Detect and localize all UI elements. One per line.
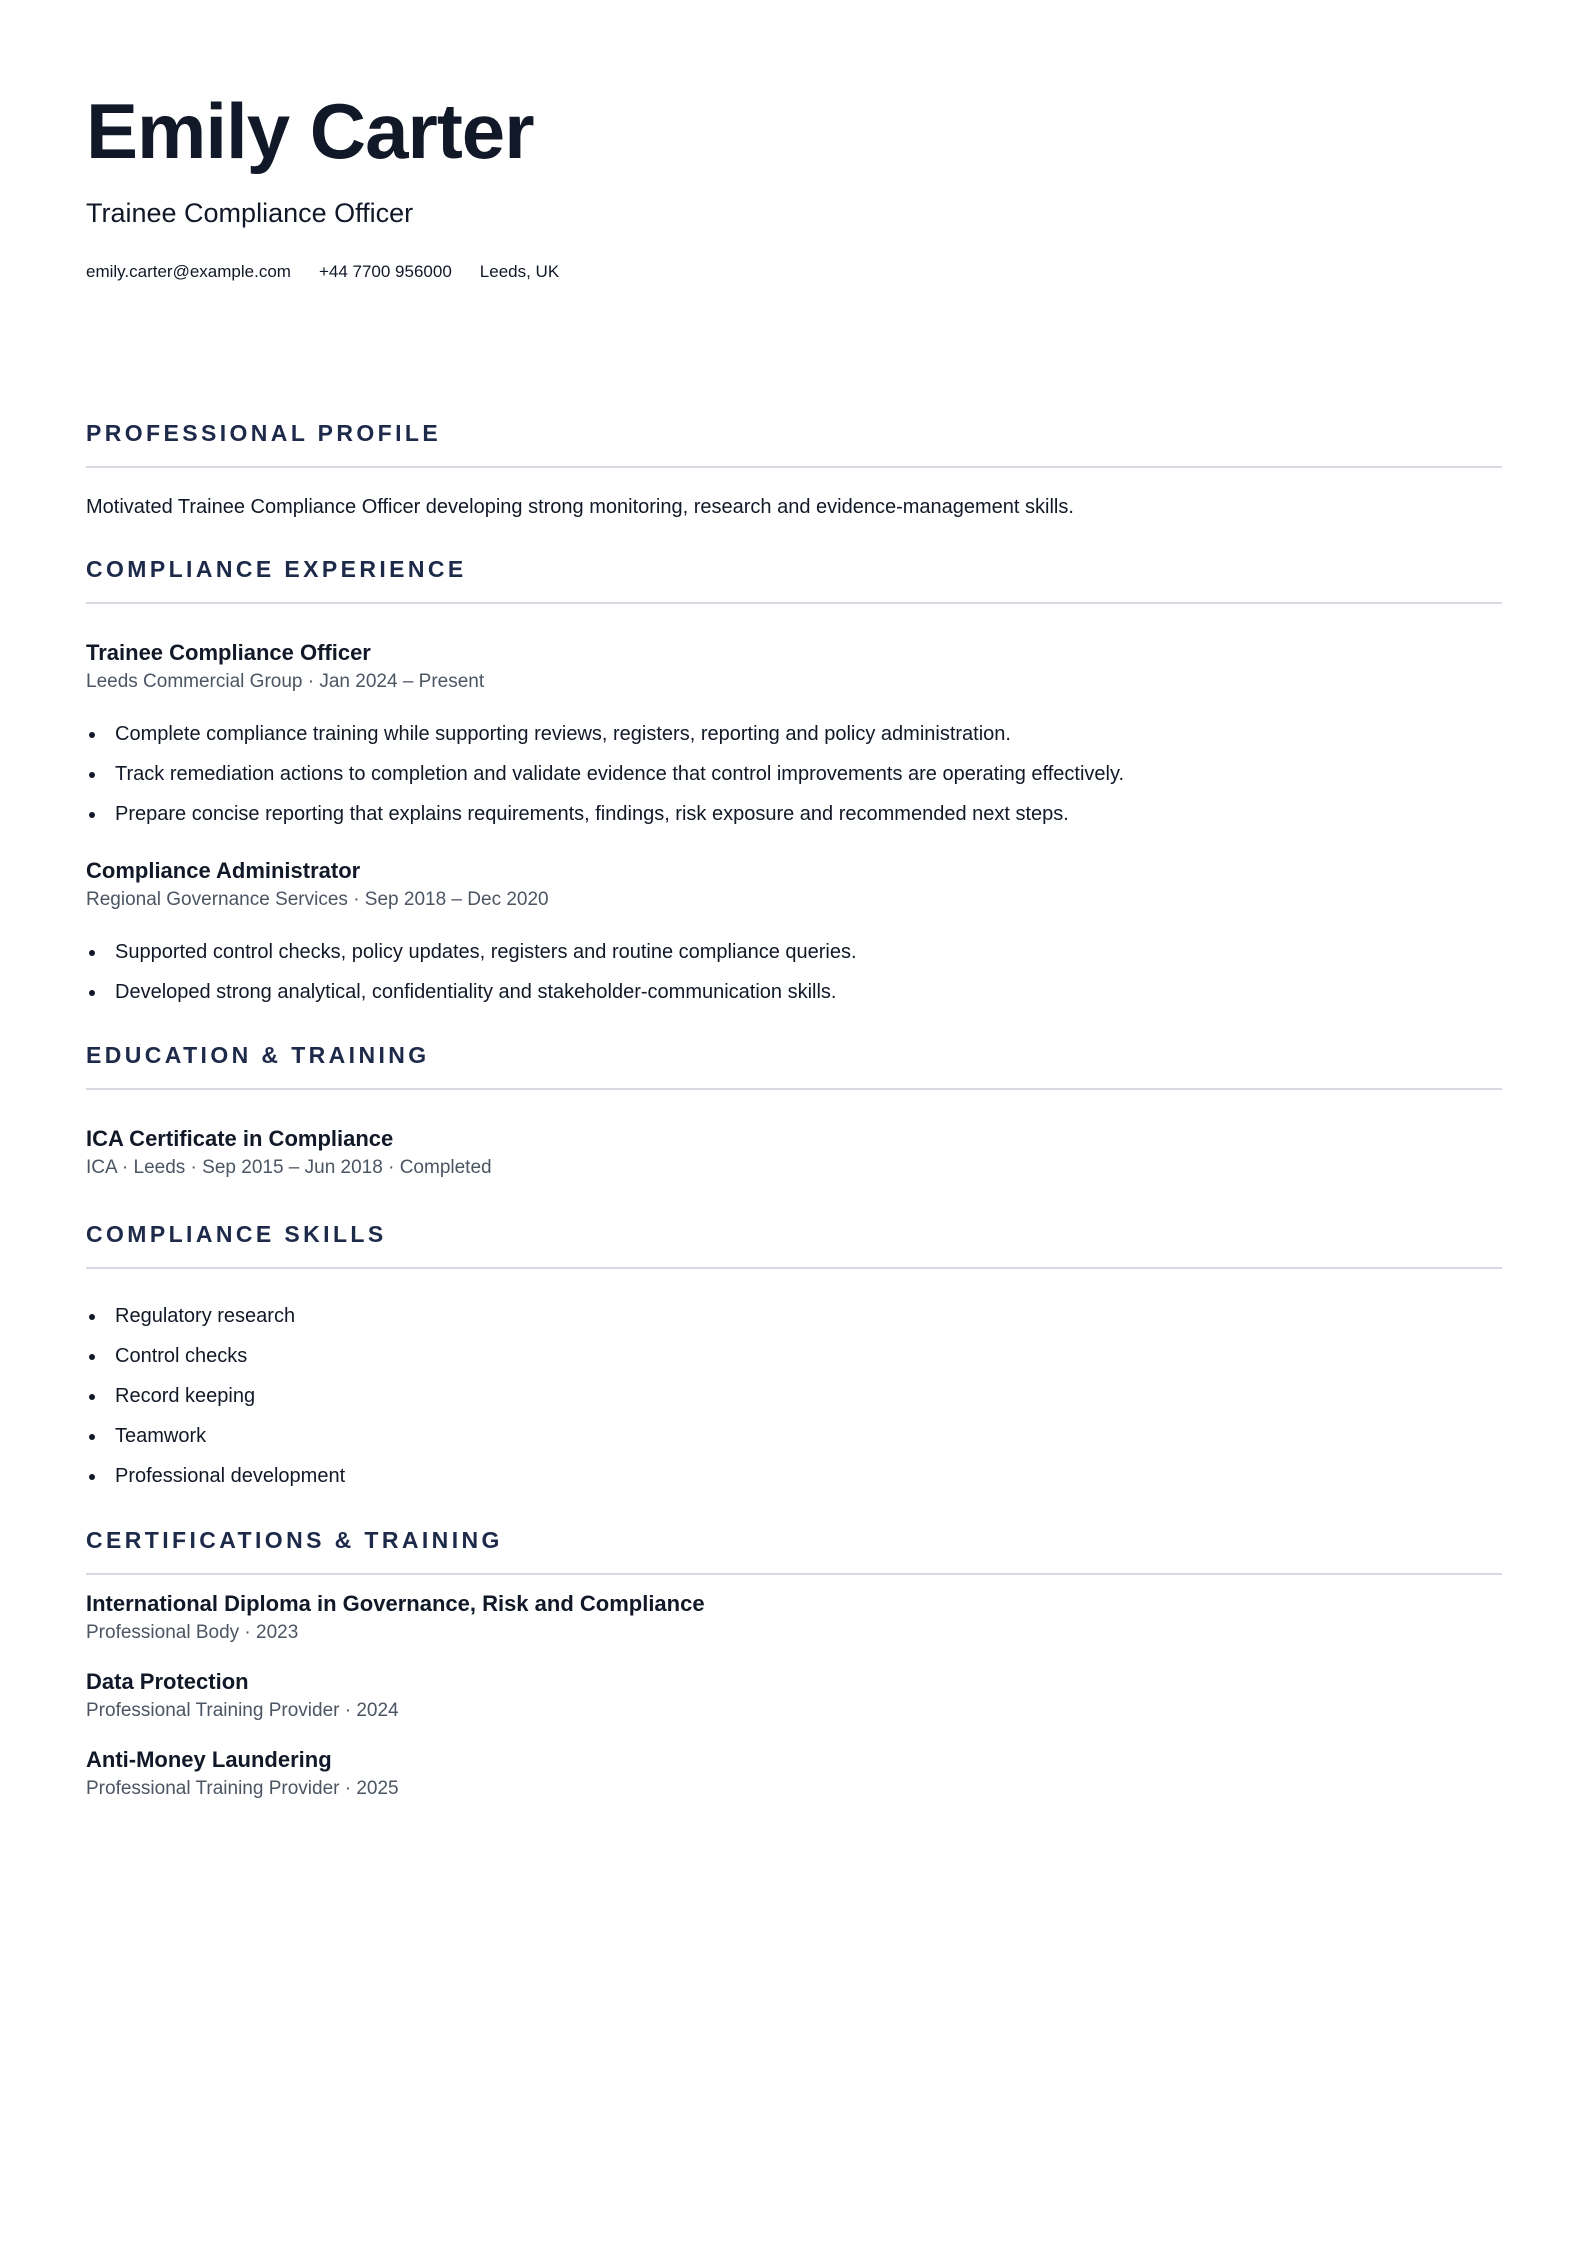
certification-title: Anti-Money Laundering xyxy=(86,1747,332,1772)
certification-meta: Professional Training Provider · 2025 xyxy=(86,1777,399,1799)
skill-item: Teamwork xyxy=(86,1423,1502,1463)
contact-info xyxy=(86,262,559,282)
education-entry xyxy=(86,1125,1502,1180)
list-item: Track remediation actions to completion and validate evidence that control improvements are operating effectively. xyxy=(86,761,1502,801)
contact-phone: +44 7700 956000 xyxy=(318,262,452,281)
job-meta: Leeds Commercial Group · Jan 2024 – Present xyxy=(86,670,485,692)
section-skills xyxy=(86,1221,1502,1269)
certification-title: International Diploma in Governance, Risk and Compliance xyxy=(86,1591,705,1616)
section-divider xyxy=(86,1088,1502,1090)
section-divider xyxy=(86,602,1502,604)
certification-meta: Professional Training Provider · 2024 xyxy=(86,1699,399,1721)
job-entry xyxy=(86,857,1502,912)
list-item: Supported control checks, policy updates, registers and routine compliance queries. xyxy=(86,939,1502,979)
certification-entry xyxy=(86,1590,1502,1645)
section-divider xyxy=(86,466,1502,468)
contact-location: Leeds, UK xyxy=(479,262,560,281)
job-title: Compliance Administrator xyxy=(86,858,361,883)
section-education xyxy=(86,1042,1502,1090)
candidate-name: Emily Carter xyxy=(86,87,534,175)
contact-email: emily.carter@example.com xyxy=(86,262,291,281)
section-title: CERTIFICATIONS & TRAINING xyxy=(86,1527,503,1553)
section-title: COMPLIANCE SKILLS xyxy=(86,1221,387,1247)
skill-item: Control checks xyxy=(86,1343,1502,1383)
section-title: PROFESSIONAL PROFILE xyxy=(86,420,442,446)
section-divider xyxy=(86,1267,1502,1269)
list-item: Developed strong analytical, confidentiality and stakeholder-communication skills. xyxy=(86,979,1502,1019)
section-certifications xyxy=(86,1527,1502,1575)
certification-title: Data Protection xyxy=(86,1669,249,1694)
skill-item: Record keeping xyxy=(86,1383,1502,1423)
section-title: COMPLIANCE EXPERIENCE xyxy=(86,556,467,582)
job-title: Trainee Compliance Officer xyxy=(86,640,371,665)
job-meta: Regional Governance Services · Sep 2018 – Dec 2020 xyxy=(86,888,549,910)
job-bullets xyxy=(86,721,1502,841)
skill-item: Regulatory research xyxy=(86,1303,1502,1343)
job-entry xyxy=(86,639,1502,694)
skills-list xyxy=(86,1303,1502,1503)
job-bullets xyxy=(86,939,1502,1019)
section-title: EDUCATION & TRAINING xyxy=(86,1042,430,1068)
list-item: Complete compliance training while supporting reviews, registers, reporting and policy administration. xyxy=(86,721,1502,761)
education-title: ICA Certificate in Compliance xyxy=(86,1126,394,1151)
profile-summary: Motivated Trainee Compliance Officer developing strong monitoring, research and evidence-management skills. xyxy=(86,496,1074,518)
section-experience xyxy=(86,556,1502,604)
section-profile xyxy=(86,420,1502,468)
certification-entry xyxy=(86,1746,1502,1801)
skill-item: Professional development xyxy=(86,1463,1502,1503)
list-item: Prepare concise reporting that explains requirements, findings, risk exposure and recommended next steps. xyxy=(86,801,1502,841)
section-divider xyxy=(86,1573,1502,1575)
education-meta: ICA · Leeds · Sep 2015 – Jun 2018 · Completed xyxy=(86,1156,492,1178)
certification-entry xyxy=(86,1668,1502,1723)
candidate-role: Trainee Compliance Officer xyxy=(86,198,414,228)
certification-meta: Professional Body · 2023 xyxy=(86,1621,299,1643)
